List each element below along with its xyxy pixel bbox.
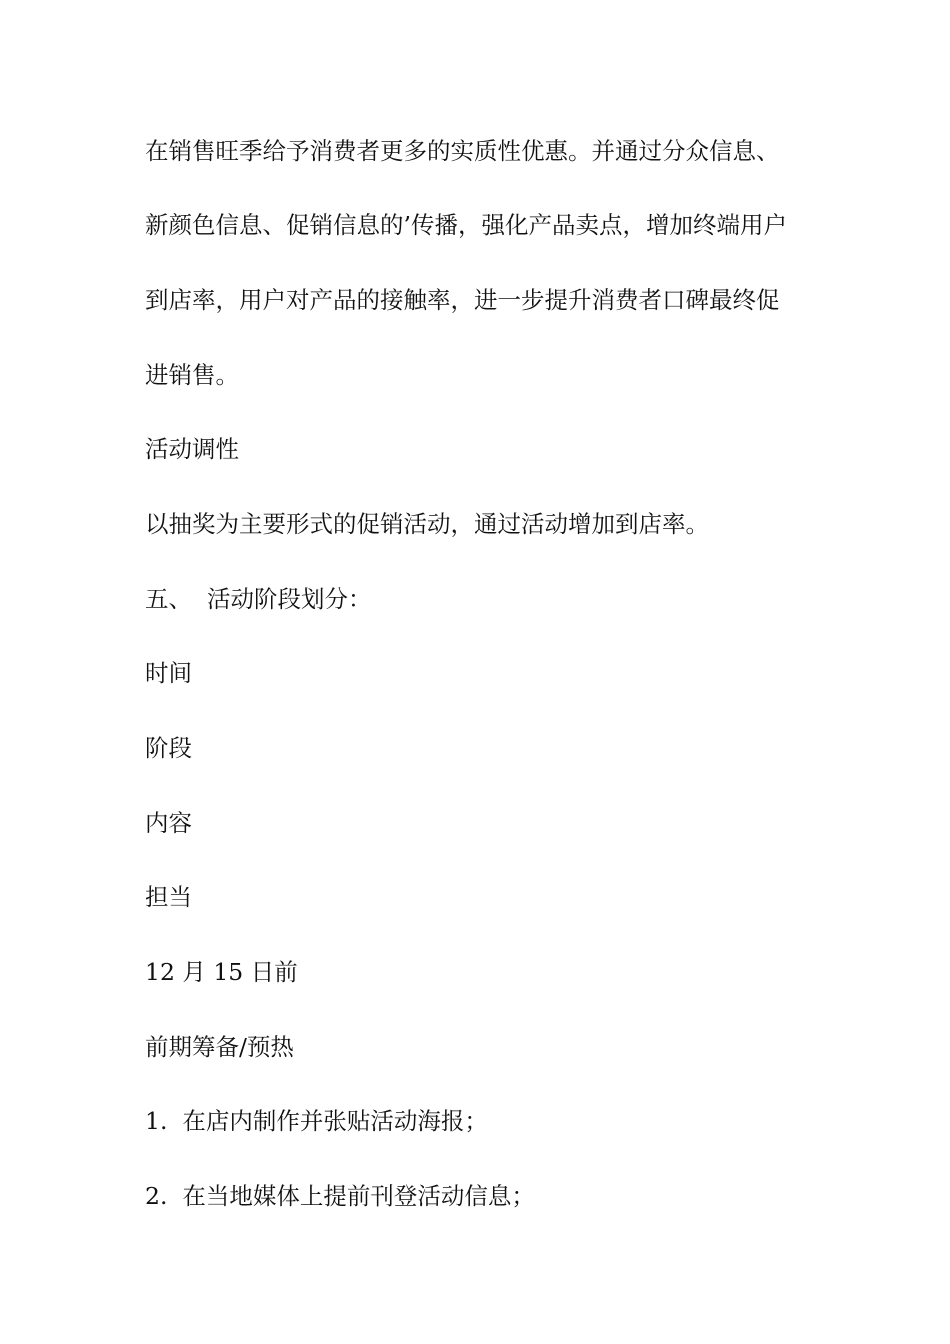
paragraph-line: 在销售旺季给予消费者更多的实质性优惠。并通过分众信息、 <box>145 137 780 165</box>
list-item: 2. 在当地媒体上提前刊登活动信息； <box>145 1182 535 1210</box>
list-item: 1. 在店内制作并张贴活动海报； <box>145 1107 488 1135</box>
section-heading: 五、 活动阶段划分： <box>145 585 372 613</box>
table-header-content: 内容 <box>145 809 192 837</box>
table-cell-stage: 前期筹备/预热 <box>145 1033 294 1061</box>
paragraph-line: 以抽奖为主要形式的促销活动，通过活动增加到店率。 <box>145 510 709 538</box>
table-header-time: 时间 <box>145 659 192 687</box>
section-heading: 活动调性 <box>145 435 239 463</box>
table-cell-date: 12 月 15 日前 <box>145 958 298 986</box>
table-header-stage: 阶段 <box>145 734 192 762</box>
paragraph-line: 进销售。 <box>145 361 239 389</box>
paragraph-line: 新颜色信息、促销信息的’传播，强化产品卖点，增加终端用户 <box>145 211 787 239</box>
paragraph-line: 到店率，用户对产品的接触率，进一步提升消费者口碑最终促 <box>145 286 780 314</box>
table-header-owner: 担当 <box>145 883 192 911</box>
